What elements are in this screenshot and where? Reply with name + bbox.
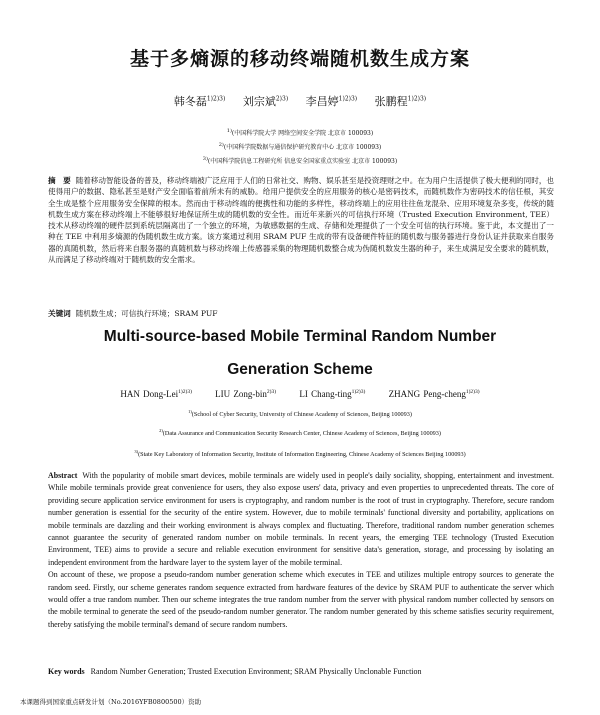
chinese-title: 基于多熵源的移动终端随机数生成方案 (129, 48, 470, 70)
english-abstract (48, 470, 554, 631)
funding-footnote: 本课题得到国家重点研发计划（No.2016YFB0800500）资助 (20, 698, 202, 706)
abstract-label-cn: 摘 要 (48, 176, 71, 185)
chinese-keywords: 关键词 随机数生成；可信执行环境；SRAM PUF (48, 309, 218, 318)
chinese-affiliation: $^{1)}$(中国科学院大学 网络空间安全学院 北京市 100093) (226, 128, 374, 137)
author-en: LIU Zong-bin$^{2)3)}$ (215, 389, 277, 399)
english-affiliation: $^{1)}$(School of Cyber Security, University of Chinese Academy of Sciences, Beijing 100093) (188, 409, 412, 419)
abstract-paragraph: Abstract With the popularity of mobile smart devices, mobile terminals are widely used in people's daily sociality, shopping, entertainment and investment. While mobile terminals provide great convenience for users, they also expose users' data, privacy and even properties to unprecedented threats. The core of providing secure application service environment for users is cryptography, and random number is the root of trust in cryptography. Therefore, secure random number generation is essential for the security of the entire system. However, due to mobile terminals' functional diversity and portability, applications on mobile terminals are dazzling and their working environment is always complex and fluctuating. Therefore, traditional random number generation schemes cannot guarantee the security of generated random number on mobile terminals. In recent years, the emerging TEE technology (Trusted Execution Environment, TEE) aims to provide a secure and reliable execution environment for sensitive data's generation, storage, and processing by isolating an independent environment from the hardware layer to the system layer of the mobile terminal. (48, 471, 554, 567)
abstract-label-en: Abstract (48, 471, 78, 480)
chinese-affiliation: $^{3)}$(中国科学院信息工程研究所 信息安全国家重点实验室 北京市 100093) (202, 156, 398, 165)
english-title-line2: Generation Scheme (227, 361, 373, 378)
english-keywords: Key words Random Number Generation; Trusted Execution Environment; SRAM Physically Unclonable Function (48, 667, 422, 676)
abstract-text-cn: 随着移动智能设备的普及，移动终端被广泛应用于人们的日常社交、购物、娱乐甚至是投资理财之中。在为用户生活提供了极大便利的同时，也使得用户的数据、隐私甚至是财产安全面临着前所未有的威胁。给用户提供安全的应用服务的核心是密码技术，而随机数作为密码技术的信任根，其安全生成是整个应用服务安全保障的根本。然而由于移动终端的便携性和功能的多样性，移动终端上的应用往往鱼龙混杂、应用环境复杂多变，传统的随机数生成方案在移动终端上不能够很好地保证所生成的随机数的安全性。而近年来新兴的可信执行环境（Trusted Execution Environment, TEE）技术从移动终端的硬件层到系统层隔离出了一个独立的环境，为敏感数据的生成、存储和处理提供了一个安全可信的执行环境。鉴于此，本文提出了一种在 TEE 中利用多熵源的伪随机数生成方案。该方案通过利用 SRAM PUF 生成的带有设备硬件特征的随机数与服务器进行身份认证并获取来自服务器的真随机数，然后将来自服务器的真随机数与移动终端上传感器采集的物理随机数整合成为伪随机数发生器的种子，来生成满足安全要求的随机数，从而满足了移动终端对于随机数的安全需求。 (48, 176, 555, 265)
author-en: HAN Dong-Lei$^{1)2)3)}$ (120, 389, 192, 399)
english-affiliation: $^{2)}$(Data Assurance and Communication Security Research Center, Chinese Academy of Sciences, Beijing 100093) (159, 428, 441, 438)
chinese-affiliation: $^{2)}$(中国科学院数据与通信保护研究教育中心 北京市 100093) (218, 142, 382, 151)
author-en: ZHANG Peng-cheng$^{1)2)3)}$ (388, 389, 480, 399)
author-cn: 韩冬磊$^{1)2)3)}$ (173, 95, 226, 108)
chinese-authors (0, 93, 600, 109)
author-en: LI Chang-ting$^{1)2)3)}$ (299, 389, 366, 399)
abstract-paragraph: On account of these, we propose a pseudo-random number generation scheme which executes in TEE and utilizes multiple entropy sources to generate the random seed. Firstly, our scheme generates random sequence extracted from hardware features of the device by SRAM PUF to authenticate the server which would offer a true random number. Then our scheme integrates the true random number from the server with physical random number collected by sensors on the mobile terminal to generate the seed of the pseudo-random number generator. The random number generated by this scheme satisfies security requirement, thereby satisfying the mobile terminal's demand of secure random numbers. (48, 570, 554, 629)
english-title-line1: Multi-source-based Mobile Terminal Random Number (103, 328, 497, 345)
author-cn: 李昌婷$^{1)2)3)}$ (305, 95, 358, 108)
author-cn: 张鹏程$^{1)2)3)}$ (374, 95, 427, 108)
author-cn: 刘宗斌$^{2)3)}$ (242, 95, 289, 108)
english-authors (0, 389, 600, 399)
chinese-abstract (48, 175, 554, 265)
english-affiliation: $^{3)}$(State Key Laboratory of Information Security, Institute of Information Engineering, Chinese Academy of Sciences Beijing 100093) (134, 449, 466, 459)
